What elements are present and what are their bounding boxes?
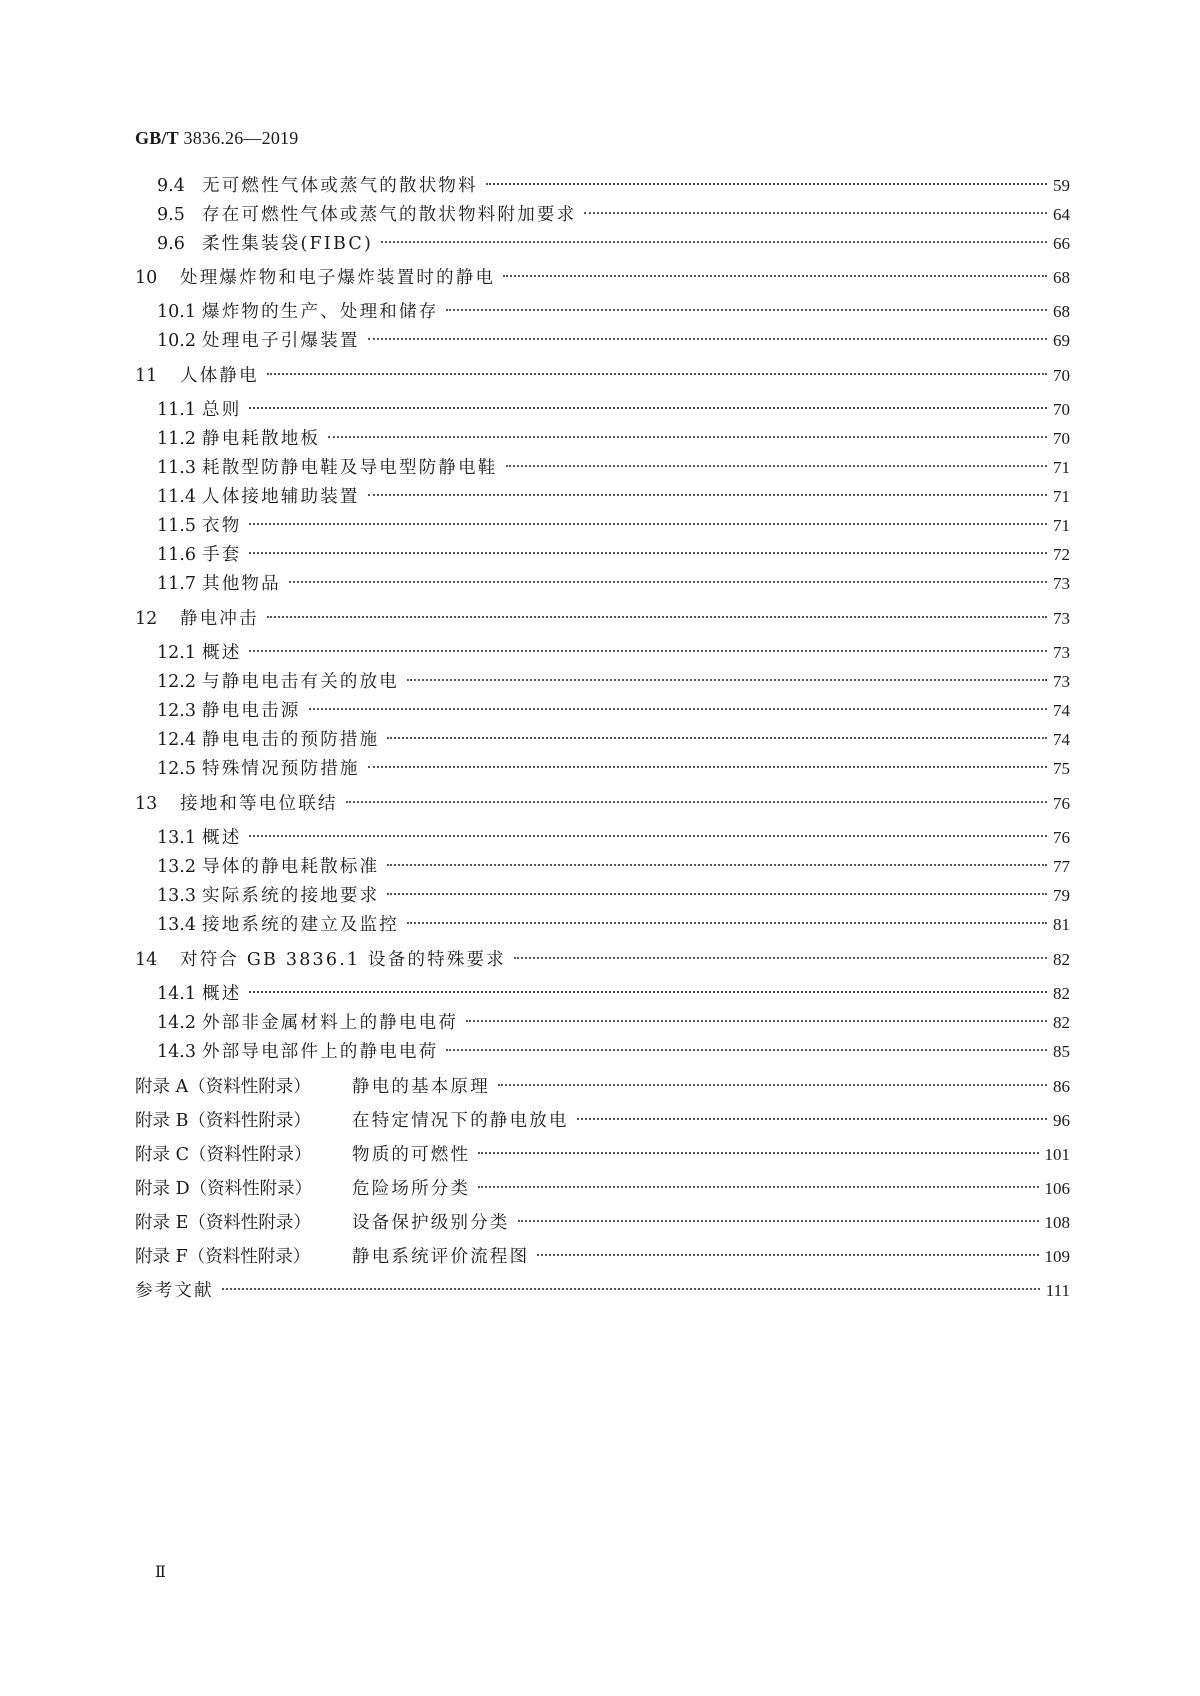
standard-code-header [135, 128, 298, 149]
toc-entry-number: 11.5 [157, 516, 196, 536]
toc-dot-leader [518, 1202, 1039, 1228]
toc-entry-number: 11.7 [157, 574, 196, 594]
toc-dot-leader [267, 598, 1047, 624]
toc-dot-leader [478, 1134, 1038, 1160]
toc-entry-number: 11 [135, 366, 158, 386]
toc-entry-title: 手套 [202, 545, 242, 565]
toc-entry[interactable] [157, 418, 1070, 449]
toc-entry-page: 69 [1053, 331, 1070, 350]
toc-dot-leader [503, 257, 1047, 283]
toc-entry[interactable] [135, 1066, 1070, 1097]
toc-entry-page: 85 [1053, 1042, 1070, 1061]
toc-entry-title: 概述 [202, 984, 242, 1004]
toc-entry-title: 物质的可燃性 [352, 1145, 471, 1165]
toc-entry-page: 86 [1053, 1077, 1070, 1096]
toc-entry[interactable] [157, 194, 1070, 225]
toc-entry-title: 与静电电击有关的放电 [202, 672, 399, 692]
toc-entry-title: 静电电击的预防措施 [202, 730, 380, 750]
toc-entry-number: 11.2 [157, 429, 196, 449]
toc-entry-title: 静电电击源 [202, 701, 301, 721]
toc-entry-title: 危险场所分类 [352, 1179, 471, 1199]
toc-entry-title: 外部导电部件上的静电电荷 [202, 1042, 439, 1062]
toc-dot-leader [577, 1100, 1047, 1126]
toc-entry-title: 无可燃性气体或蒸气的散状物料 [202, 176, 478, 196]
toc-entry[interactable] [157, 563, 1070, 594]
toc-entry-number: 附录 E（资料性附录） [135, 1213, 311, 1233]
standard-code-prefix: GB/T [135, 128, 179, 148]
toc-entry[interactable] [157, 389, 1070, 420]
toc-entry[interactable] [157, 223, 1070, 254]
toc-dot-leader [446, 1031, 1047, 1057]
toc-dot-leader [249, 632, 1047, 658]
toc-entry[interactable] [157, 904, 1070, 935]
toc-dot-leader [222, 1270, 1040, 1296]
toc-entry-title: 接地系统的建立及监控 [202, 915, 399, 935]
toc-entry-number: 附录 A（资料性附录） [135, 1077, 311, 1097]
toc-entry-page: 82 [1053, 1013, 1070, 1032]
toc-entry-page: 73 [1053, 609, 1070, 628]
standard-code-number: 3836.26—2019 [178, 128, 299, 148]
toc-dot-leader [478, 1168, 1038, 1194]
toc-entry[interactable] [135, 257, 1070, 288]
toc-entry-page: 70 [1053, 366, 1070, 385]
toc-entry[interactable] [135, 1202, 1070, 1233]
toc-entry[interactable] [157, 719, 1070, 750]
toc-entry-page: 106 [1044, 1179, 1070, 1198]
toc-entry-number: 12.2 [157, 672, 196, 692]
toc-entry-title: 处理爆炸物和电子爆炸装置时的静电 [180, 268, 496, 288]
toc-entry-number: 附录 D（资料性附录） [135, 1179, 313, 1199]
toc-entry-title: 柔性集装袋(FIBC) [202, 234, 373, 254]
toc-dot-leader [446, 291, 1047, 317]
toc-dot-leader [328, 418, 1047, 444]
toc-entry[interactable] [157, 632, 1070, 663]
toc-entry-number: 13.3 [157, 886, 196, 906]
toc-entry-page: 73 [1053, 643, 1070, 662]
toc-dot-leader [368, 476, 1047, 502]
toc-entry-title: 概述 [202, 643, 242, 663]
toc-entry-page: 76 [1053, 828, 1070, 847]
toc-dot-leader [346, 783, 1047, 809]
toc-entry-title: 耗散型防静电鞋及导电型防静电鞋 [202, 458, 498, 478]
toc-dot-leader [407, 661, 1047, 687]
toc-dot-leader [249, 973, 1047, 999]
toc-dot-leader [486, 165, 1047, 191]
toc-entry-title: 导体的静电耗散标准 [202, 857, 380, 877]
toc-entry-title: 爆炸物的生产、处理和储存 [202, 302, 439, 322]
toc-entry-number: 附录 F（资料性附录） [135, 1247, 311, 1267]
toc-dot-leader [387, 846, 1047, 872]
toc-dot-leader [368, 748, 1047, 774]
toc-dot-leader [249, 817, 1047, 843]
toc-entry[interactable] [157, 846, 1070, 877]
toc-entry-title: 存在可燃性气体或蒸气的散状物料附加要求 [202, 205, 577, 225]
toc-dot-leader [249, 505, 1047, 531]
toc-dot-leader [584, 194, 1047, 220]
toc-dot-leader [267, 355, 1047, 381]
toc-entry[interactable] [157, 447, 1070, 478]
toc-entry-title: 处理电子引爆装置 [202, 331, 360, 351]
toc-entry-page: 71 [1053, 487, 1070, 506]
toc-entry-title: 概述 [202, 828, 242, 848]
toc-entry-title: 外部非金属材料上的静电电荷 [202, 1013, 459, 1033]
toc-entry-number: 13 [135, 794, 158, 814]
toc-entry-number: 10.2 [157, 331, 196, 351]
toc-entry-number: 附录 C（资料性附录） [135, 1145, 312, 1165]
toc-entry[interactable] [135, 1168, 1070, 1199]
toc-entry-number: 13.1 [157, 828, 196, 848]
toc-entry[interactable] [157, 817, 1070, 848]
toc-entry-page: 70 [1053, 400, 1070, 419]
toc-entry-title: 接地和等电位联结 [180, 794, 338, 814]
toc-dot-leader [387, 719, 1047, 745]
toc-entry[interactable] [135, 783, 1070, 814]
toc-entry-number: 9.6 [157, 234, 185, 254]
toc-entry-page: 75 [1053, 759, 1070, 778]
toc-entry[interactable] [135, 1134, 1070, 1165]
toc-entry-page: 96 [1053, 1111, 1070, 1130]
toc-entry[interactable] [157, 505, 1070, 536]
toc-entry-title: 衣物 [202, 516, 242, 536]
page-number: Ⅱ [155, 1564, 166, 1581]
toc-entry-page: 72 [1053, 545, 1070, 564]
toc-entry-number: 14 [135, 950, 158, 970]
toc-entry-title: 特殊情况预防措施 [202, 759, 360, 779]
toc-entry[interactable] [135, 1270, 1070, 1301]
toc-entry[interactable] [157, 291, 1070, 322]
toc-dot-leader [309, 690, 1048, 716]
toc-entry-number: 12 [135, 609, 158, 629]
toc-entry-number: 9.5 [157, 205, 185, 225]
toc-entry-page: 68 [1053, 268, 1070, 287]
toc-entry[interactable] [135, 598, 1070, 629]
toc-entry-title: 实际系统的接地要求 [202, 886, 380, 906]
toc-dot-leader [407, 904, 1047, 930]
toc-entry-number: 14.1 [157, 984, 196, 1004]
toc-entry-page: 76 [1053, 794, 1070, 813]
toc-dot-leader [387, 875, 1047, 901]
toc-entry[interactable] [157, 661, 1070, 692]
toc-entry-title: 参考文献 [135, 1281, 214, 1301]
toc-dot-leader [466, 1002, 1047, 1028]
toc-entry-number: 12.1 [157, 643, 196, 663]
toc-dot-leader [514, 939, 1047, 965]
toc-entry-page: 111 [1045, 1281, 1070, 1300]
toc-entry-number: 9.4 [157, 176, 185, 196]
toc-dot-leader [368, 320, 1047, 346]
toc-entry[interactable] [157, 1031, 1070, 1062]
toc-entry[interactable] [157, 748, 1070, 779]
toc-entry[interactable] [135, 1100, 1070, 1131]
toc-entry-title: 在特定情况下的静电放电 [352, 1111, 569, 1131]
toc-entry-number: 13.4 [157, 915, 196, 935]
toc-entry-number: 12.4 [157, 730, 196, 750]
toc-entry-title: 人体接地辅助装置 [202, 487, 360, 507]
toc-entry-page: 109 [1044, 1247, 1070, 1266]
toc-entry[interactable] [157, 973, 1070, 1004]
toc-entry-page: 59 [1053, 176, 1070, 195]
toc-entry-page: 79 [1053, 886, 1070, 905]
toc-entry-page: 73 [1053, 672, 1070, 691]
toc-dot-leader [498, 1066, 1047, 1092]
toc-dot-leader [506, 447, 1048, 473]
toc-entry[interactable] [157, 1002, 1070, 1033]
toc-entry[interactable] [135, 355, 1070, 386]
toc-entry-page: 66 [1053, 234, 1070, 253]
toc-entry-number: 附录 B（资料性附录） [135, 1111, 311, 1131]
toc-entry-title: 对符合 GB 3836.1 设备的特殊要求 [180, 950, 506, 970]
toc-entry[interactable] [157, 875, 1070, 906]
toc-entry-number: 10.1 [157, 302, 196, 322]
toc-entry-number: 14.2 [157, 1013, 196, 1033]
toc-entry-title: 总则 [202, 400, 242, 420]
toc-entry-page: 77 [1053, 857, 1070, 876]
toc-dot-leader [249, 389, 1047, 415]
toc-dot-leader [249, 534, 1047, 560]
toc-entry-page: 74 [1053, 701, 1070, 720]
toc-entry[interactable] [157, 534, 1070, 565]
toc-entry-page: 71 [1053, 516, 1070, 535]
toc-entry-title: 静电系统评价流程图 [352, 1247, 530, 1267]
toc-entry[interactable] [135, 1236, 1070, 1267]
toc-entry-number: 11.6 [157, 545, 196, 565]
toc-entry[interactable] [157, 320, 1070, 351]
toc-entry-title: 静电的基本原理 [352, 1077, 490, 1097]
toc-entry-page: 82 [1053, 950, 1070, 969]
toc-entry[interactable] [135, 939, 1070, 970]
toc-entry-title: 静电耗散地板 [202, 429, 321, 449]
toc-entry-number: 12.5 [157, 759, 196, 779]
toc-entry[interactable] [157, 165, 1070, 196]
toc-entry-title: 人体静电 [180, 366, 259, 386]
toc-entry-page: 73 [1053, 574, 1070, 593]
toc-entry-page: 82 [1053, 984, 1070, 1003]
toc-entry-page: 74 [1053, 730, 1070, 749]
toc-entry-number: 12.3 [157, 701, 196, 721]
toc-entry-page: 64 [1053, 205, 1070, 224]
toc-entry[interactable] [157, 690, 1070, 721]
toc-entry-number: 11.1 [157, 400, 196, 420]
toc-entry-number: 14.3 [157, 1042, 196, 1062]
toc-entry-page: 101 [1044, 1145, 1070, 1164]
toc-entry-number: 13.2 [157, 857, 196, 877]
toc-entry-number: 11.4 [157, 487, 196, 507]
toc-entry-page: 70 [1053, 429, 1070, 448]
toc-entry-page: 68 [1053, 302, 1070, 321]
toc-entry-title: 设备保护级别分类 [352, 1213, 510, 1233]
toc-entry-title: 静电冲击 [180, 609, 259, 629]
toc-dot-leader [537, 1236, 1038, 1262]
toc-dot-leader [381, 223, 1047, 249]
toc-entry-title: 其他物品 [202, 574, 281, 594]
toc-dot-leader [289, 563, 1047, 589]
toc-entry-page: 81 [1053, 915, 1070, 934]
toc-entry-page: 71 [1053, 458, 1070, 477]
toc-entry-number: 10 [135, 268, 158, 288]
toc-entry[interactable] [157, 476, 1070, 507]
toc-entry-number: 11.3 [157, 458, 196, 478]
toc-entry-page: 108 [1044, 1213, 1070, 1232]
